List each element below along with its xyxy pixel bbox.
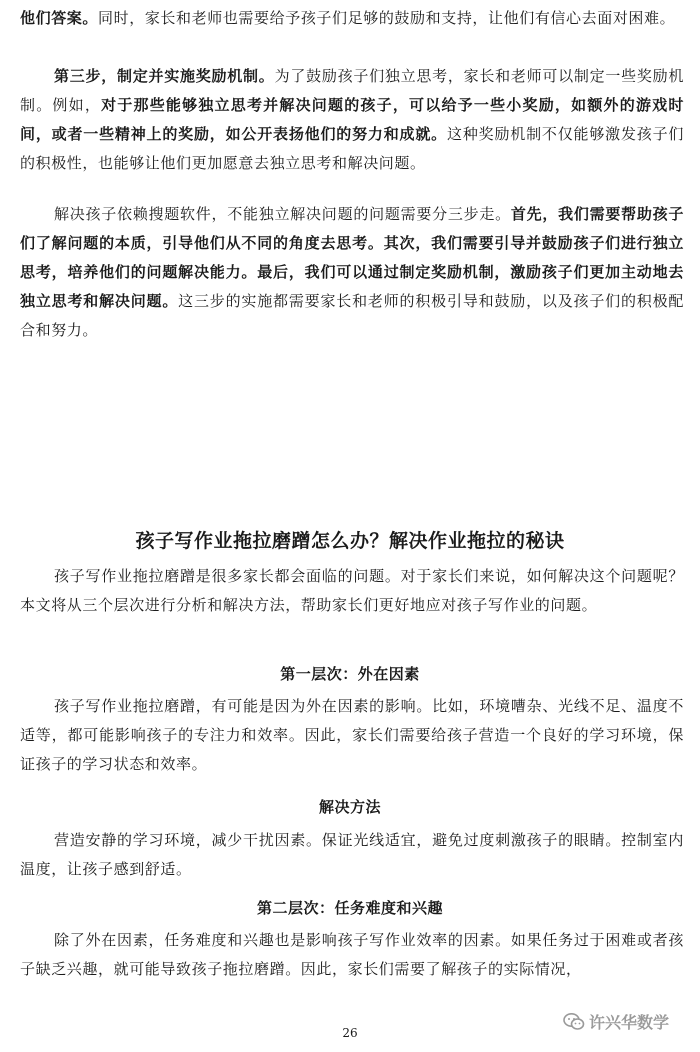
level-two-text: 除了外在因素，任务难度和兴趣也是影响孩子写作业效率的因素。如果任务过于困难或者孩子缺乏兴趣，就可能导致孩子拖拉磨蹭。因此，家长们需要了解孩子的实际情况，: [20, 931, 684, 978]
paragraph-step-three: [20, 62, 684, 178]
bold-text: 他们答案。: [20, 9, 99, 27]
paragraph-continuation: [20, 4, 684, 33]
paragraph-summary: [20, 200, 684, 345]
watermark-text: 许兴华数学: [589, 1013, 670, 1032]
body-text: 这三步的实施都需要家长和老师的积极引导和鼓励，以及孩子们的积极配合和努力。: [20, 292, 684, 339]
level-one-text: 孩子写作业拖拉磨蹭，有可能是因为外在因素的影响。比如，环境嘈杂、光线不足、温度不适等，都可能影响孩子的专注力和效率。因此，家长们需要给孩子营造一个良好的学习环境，保证孩子的学习状态和效率。: [20, 697, 684, 773]
solution-heading: 解决方法: [318, 798, 381, 816]
bold-text: 第三步，制定并实施奖励机制。: [54, 67, 275, 85]
bold-text: 对于那些能够独立思考并解决问题的孩子，可以给予一些小奖励，如额外的游戏时间，或者一些精神上的奖励，如公开表扬他们的努力和成就。: [20, 96, 684, 143]
bold-text: 首先，我们需要帮助孩子们了解问题的本质，引导他们从不同的角度去思考。其次，我们需要引导并鼓励孩子们进行独立思考，培养他们的问题解决能力。最后，我们可以通过制定奖励机制，激励孩子们更加主动地去独立思考和解决问题。: [20, 205, 684, 310]
page-number: 26: [342, 1026, 358, 1040]
level-one-heading: 第一层次：外在因素: [280, 665, 420, 683]
body-text: 同时，家长和老师也需要给予孩子们足够的鼓励和支持，让他们有信心去面对困难。: [98, 9, 676, 27]
body-text: 为了鼓励孩子们独立思考，家长和老师可以制定一些奖励机制。例如，: [20, 67, 685, 114]
body-text: 解决孩子依赖搜题软件，不能独立解决问题的问题需要分三步走。: [54, 205, 511, 223]
level-two-heading: 第二层次：任务难度和兴趣: [256, 899, 443, 917]
wechat-icon: [563, 1012, 585, 1032]
solution-text: 营造安静的学习环境，减少干扰因素。保证光线适宜，避免过度刺激孩子的眼睛。控制室内温度，让孩子感到舒适。: [20, 831, 684, 878]
body-text: 这种奖励机制不仅能够激发孩子们的积极性，也能够让他们更加愿意去独立思考和解决问题。: [20, 125, 685, 172]
article-title: 孩子写作业拖拉磨蹭怎么办？解决作业拖拉的秘诀: [135, 530, 565, 552]
watermark: [563, 1010, 669, 1033]
article-intro: 孩子写作业拖拉磨蹭是很多家长都会面临的问题。对于家长们来说，如何解决这个问题呢？本文将从三个层次进行分析和解决方法，帮助家长们更好地应对孩子写作业的问题。: [20, 567, 684, 614]
